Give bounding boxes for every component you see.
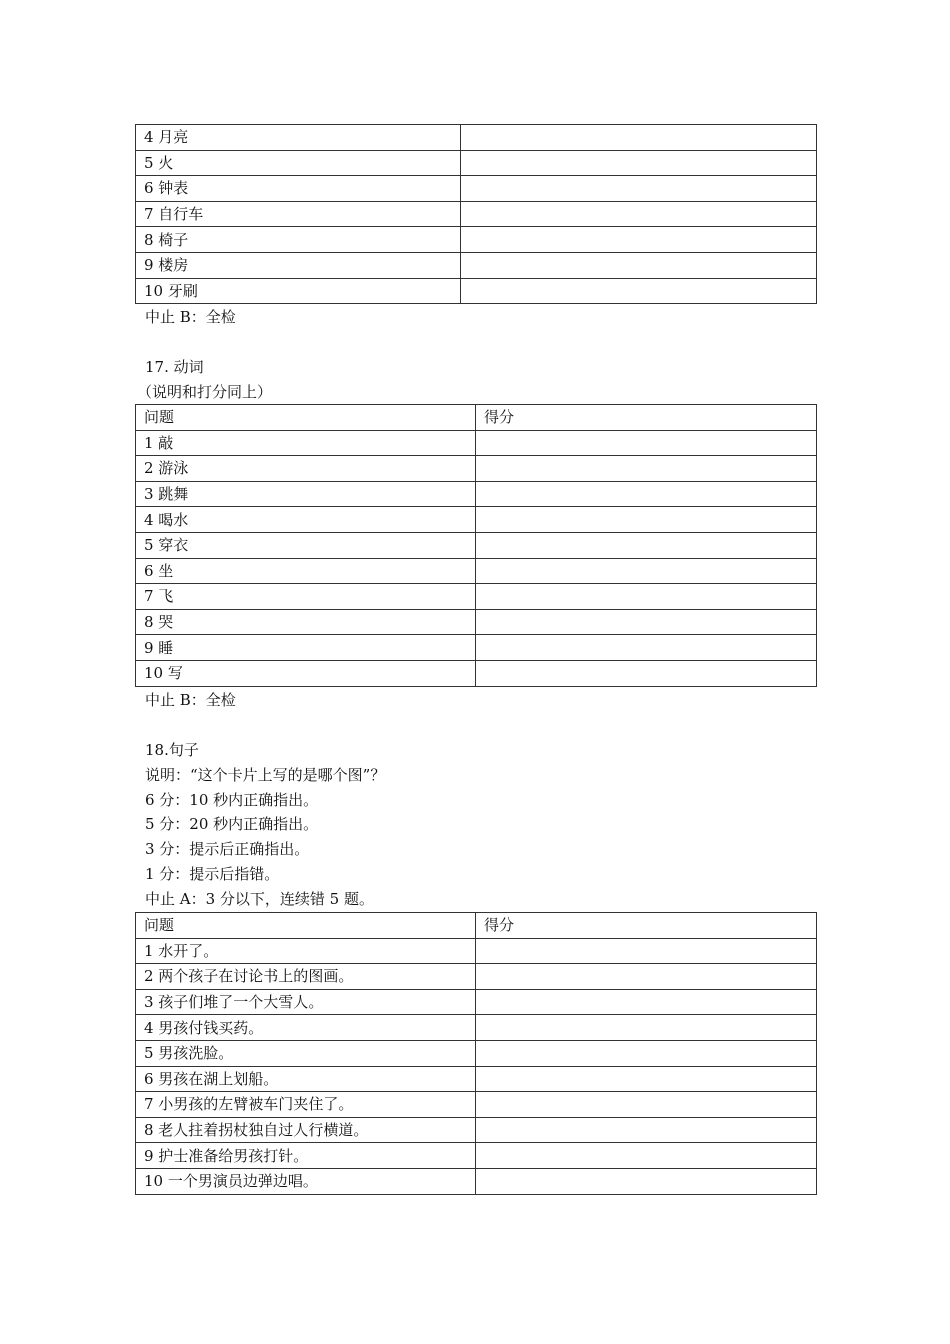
score-cell[interactable] <box>476 635 817 661</box>
question-cell: 4 喝水 <box>136 507 476 533</box>
question-cell: 8 哭 <box>136 609 476 635</box>
question-cell: 4 月亮 <box>136 125 461 151</box>
question-cell: 5 火 <box>136 150 461 176</box>
question-cell: 2 两个孩子在讨论书上的图画。 <box>136 964 476 990</box>
table-header-row <box>136 405 817 431</box>
table-row <box>136 1040 817 1066</box>
table-row <box>136 1143 817 1169</box>
table-row <box>136 558 817 584</box>
table-row <box>136 660 817 686</box>
table-row <box>136 1092 817 1118</box>
score-cell[interactable] <box>461 176 817 202</box>
question-cell: 4 男孩付钱买药。 <box>136 1015 476 1041</box>
table-row <box>136 456 817 482</box>
verbs-table <box>135 404 817 687</box>
table-row <box>136 278 817 304</box>
question-cell: 7 自行车 <box>136 201 461 227</box>
question-cell: 6 钟表 <box>136 176 461 202</box>
question-cell: 3 跳舞 <box>136 481 476 507</box>
table-row <box>136 1117 817 1143</box>
stop-rule-16: 中止 B：全检 <box>145 308 236 326</box>
score-cell[interactable] <box>461 125 817 151</box>
question-cell: 7 小男孩的左臂被车门夹住了。 <box>136 1092 476 1118</box>
scoring-line: 5 分：20 秒内正确指出。 <box>145 815 319 833</box>
score-cell[interactable] <box>476 481 817 507</box>
question-cell: 9 护士准备给男孩打针。 <box>136 1143 476 1169</box>
score-cell[interactable] <box>476 989 817 1015</box>
table-row <box>136 989 817 1015</box>
score-cell[interactable] <box>461 252 817 278</box>
table-row <box>136 1168 817 1194</box>
table-row <box>136 227 817 253</box>
stop-rule-18: 中止 A：3 分以下，连续错 5 题。 <box>145 890 374 908</box>
score-cell[interactable] <box>476 1143 817 1169</box>
question-cell: 6 男孩在湖上划船。 <box>136 1066 476 1092</box>
table-row <box>136 1015 817 1041</box>
score-cell[interactable] <box>476 1015 817 1041</box>
score-cell[interactable] <box>476 1117 817 1143</box>
section-17-title: 17. 动词 <box>145 358 204 376</box>
table-row <box>136 507 817 533</box>
score-cell[interactable] <box>476 660 817 686</box>
question-cell: 9 楼房 <box>136 252 461 278</box>
header-question: 问题 <box>136 405 476 431</box>
scoring-line: 3 分：提示后正确指出。 <box>145 840 310 858</box>
table-row <box>136 532 817 558</box>
table-row <box>136 938 817 964</box>
score-cell[interactable] <box>476 430 817 456</box>
question-cell: 10 一个男演员边弹边唱。 <box>136 1168 476 1194</box>
question-cell: 2 游泳 <box>136 456 476 482</box>
score-cell[interactable] <box>476 1066 817 1092</box>
score-cell[interactable] <box>476 964 817 990</box>
table-row <box>136 252 817 278</box>
score-cell[interactable] <box>476 609 817 635</box>
score-cell[interactable] <box>476 938 817 964</box>
score-cell[interactable] <box>476 532 817 558</box>
table-row <box>136 201 817 227</box>
question-cell: 1 敲 <box>136 430 476 456</box>
table-row <box>136 609 817 635</box>
header-question: 问题 <box>136 913 476 939</box>
header-score: 得分 <box>476 913 817 939</box>
table-row <box>136 150 817 176</box>
score-cell[interactable] <box>476 456 817 482</box>
section-17-note: （说明和打分同上） <box>137 383 273 401</box>
table-row <box>136 125 817 151</box>
score-cell[interactable] <box>476 1092 817 1118</box>
score-cell[interactable] <box>476 558 817 584</box>
question-cell: 1 水开了。 <box>136 938 476 964</box>
question-cell: 7 飞 <box>136 584 476 610</box>
question-cell: 8 椅子 <box>136 227 461 253</box>
score-cell[interactable] <box>461 201 817 227</box>
question-cell: 3 孩子们堆了一个大雪人。 <box>136 989 476 1015</box>
nouns-table <box>135 124 817 304</box>
score-cell[interactable] <box>476 1168 817 1194</box>
instruction-line: 说明：“这个卡片上写的是哪个图”？ <box>145 766 386 784</box>
question-cell: 10 牙刷 <box>136 278 461 304</box>
score-cell[interactable] <box>461 278 817 304</box>
score-cell[interactable] <box>476 584 817 610</box>
score-cell[interactable] <box>461 227 817 253</box>
score-cell[interactable] <box>461 150 817 176</box>
score-cell[interactable] <box>476 507 817 533</box>
sentences-table <box>135 912 817 1195</box>
table-row <box>136 964 817 990</box>
table-header-row <box>136 913 817 939</box>
table-row <box>136 481 817 507</box>
question-cell: 5 穿衣 <box>136 532 476 558</box>
table-row <box>136 1066 817 1092</box>
header-score: 得分 <box>476 405 817 431</box>
question-cell: 5 男孩洗脸。 <box>136 1040 476 1066</box>
table-row <box>136 584 817 610</box>
section-18-title: 18.句子 <box>145 741 199 759</box>
scoring-line: 1 分：提示后指错。 <box>145 865 280 883</box>
score-cell[interactable] <box>476 1040 817 1066</box>
table-row <box>136 635 817 661</box>
question-cell: 8 老人拄着拐杖独自过人行横道。 <box>136 1117 476 1143</box>
question-cell: 6 坐 <box>136 558 476 584</box>
question-cell: 9 睡 <box>136 635 476 661</box>
question-cell: 10 写 <box>136 660 476 686</box>
scoring-line: 6 分：10 秒内正确指出。 <box>145 791 319 809</box>
stop-rule-17: 中止 B：全检 <box>145 691 236 709</box>
table-row <box>136 430 817 456</box>
table-row <box>136 176 817 202</box>
